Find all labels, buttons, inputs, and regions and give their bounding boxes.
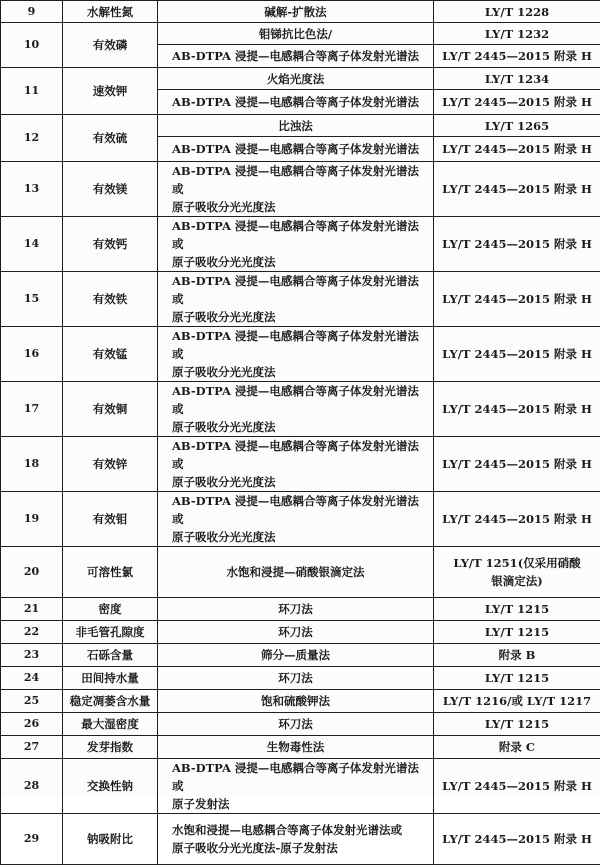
row-number: 10 xyxy=(1,23,63,68)
row-number: 28 xyxy=(1,759,63,814)
table-row xyxy=(1,736,600,759)
method-name xyxy=(158,382,434,437)
method-name: 环刀法 xyxy=(158,713,434,736)
method-name xyxy=(158,162,434,217)
method-name: AB-DTPA 浸提—电感耦合等离子体发射光谱法 xyxy=(158,90,434,115)
table-row xyxy=(1,327,600,382)
method-name: 筛分—质量法 xyxy=(158,644,434,667)
standard-ref: LY/T 1215 xyxy=(434,667,600,690)
row-number: 27 xyxy=(1,736,63,759)
item-name: 稳定凋萎含水量 xyxy=(63,690,158,713)
method-line-1: AB-DTPA 浸提—电感耦合等离子体发射光谱法或 xyxy=(172,219,419,251)
item-name: 石砾含量 xyxy=(63,644,158,667)
method-line-2: 原子吸收分光光度法 xyxy=(172,200,276,214)
standard-ref: LY/T 2445—2015 附录 H xyxy=(434,137,600,162)
method-name: 碱解-扩散法 xyxy=(158,1,434,23)
table-row xyxy=(1,690,600,713)
method-name: 环刀法 xyxy=(158,598,434,621)
table-row xyxy=(1,68,600,90)
method-name: 钼锑抗比色法/ xyxy=(158,23,434,45)
method-name: 火焰光度法 xyxy=(158,68,434,90)
table-row xyxy=(1,667,600,690)
standard-ref: LY/T 2445—2015 附录 H xyxy=(434,162,600,217)
method-name: 环刀法 xyxy=(158,621,434,644)
row-number: 26 xyxy=(1,713,63,736)
method-name xyxy=(158,272,434,327)
item-name: 有效钙 xyxy=(63,217,158,272)
standard-ref: LY/T 2445—2015 附录 H xyxy=(434,45,600,68)
standard-ref: LY/T 1215 xyxy=(434,598,600,621)
item-name: 有效硫 xyxy=(63,115,158,162)
row-number: 16 xyxy=(1,327,63,382)
method-name: AB-DTPA 浸提—电感耦合等离子体发射光谱法 xyxy=(158,137,434,162)
item-name: 有效铁 xyxy=(63,272,158,327)
table-row xyxy=(1,814,600,865)
table-row xyxy=(1,644,600,667)
row-number: 24 xyxy=(1,667,63,690)
method-line-2: 原子吸收分光光度法 xyxy=(172,310,276,324)
row-number: 14 xyxy=(1,217,63,272)
row-number: 9 xyxy=(1,1,63,23)
item-name: 速效钾 xyxy=(63,68,158,115)
standard-ref xyxy=(434,547,600,598)
method-name: 饱和硫酸钾法 xyxy=(158,690,434,713)
table-row xyxy=(1,598,600,621)
method-line-1: AB-DTPA 浸提—电感耦合等离子体发射光谱法或 xyxy=(172,384,419,416)
method-line-1: AB-DTPA 浸提—电感耦合等离子体发射光谱法或 xyxy=(172,164,419,196)
method-line-2: 原子吸收分光光度法 xyxy=(172,475,276,489)
table-row xyxy=(1,492,600,547)
standard-ref: LY/T 2445—2015 附录 H xyxy=(434,437,600,492)
method-name xyxy=(158,759,434,814)
item-name: 非毛管孔隙度 xyxy=(63,621,158,644)
item-name: 有效锌 xyxy=(63,437,158,492)
standard-line-1: LY/T 1251(仅采用硝酸 xyxy=(453,556,580,570)
method-line-1: AB-DTPA 浸提—电感耦合等离子体发射光谱法或 xyxy=(172,274,419,306)
method-name: 比浊法 xyxy=(158,115,434,137)
table-row xyxy=(1,217,600,272)
standard-ref: LY/T 1265 xyxy=(434,115,600,137)
row-number: 19 xyxy=(1,492,63,547)
method-name: AB-DTPA 浸提—电感耦合等离子体发射光谱法 xyxy=(158,45,434,68)
standard-ref: LY/T 1216/或 LY/T 1217 xyxy=(434,690,600,713)
row-number: 17 xyxy=(1,382,63,437)
table-row xyxy=(1,759,600,814)
table-row xyxy=(1,621,600,644)
method-name: 水饱和浸提—硝酸银滴定法 xyxy=(158,547,434,598)
row-number: 12 xyxy=(1,115,63,162)
standard-ref: 附录 C xyxy=(434,736,600,759)
item-name: 最大湿密度 xyxy=(63,713,158,736)
method-name: 生物毒性法 xyxy=(158,736,434,759)
item-name: 可溶性氯 xyxy=(63,547,158,598)
row-number: 20 xyxy=(1,547,63,598)
standard-line-2: 银滴定法) xyxy=(491,574,542,588)
standard-ref: LY/T 2445—2015 附录 H xyxy=(434,814,600,865)
item-name: 田间持水量 xyxy=(63,667,158,690)
table-row xyxy=(1,272,600,327)
item-name: 钠吸附比 xyxy=(63,814,158,865)
table-row xyxy=(1,1,600,23)
method-name xyxy=(158,437,434,492)
table-row xyxy=(1,437,600,492)
method-name xyxy=(158,492,434,547)
item-name: 有效磷 xyxy=(63,23,158,68)
standard-ref: LY/T 1215 xyxy=(434,713,600,736)
standard-ref: LY/T 2445—2015 附录 H xyxy=(434,759,600,814)
table-row xyxy=(1,713,600,736)
row-number: 23 xyxy=(1,644,63,667)
method-line-1: 水饱和浸提—电感耦合等离子体发射光谱法或 xyxy=(172,823,402,837)
item-name: 有效钼 xyxy=(63,492,158,547)
item-name: 发芽指数 xyxy=(63,736,158,759)
item-name: 有效镁 xyxy=(63,162,158,217)
row-number: 29 xyxy=(1,814,63,865)
table-row xyxy=(1,115,600,137)
method-line-2: 原子吸收分光光度法 xyxy=(172,530,276,544)
method-line-1: AB-DTPA 浸提—电感耦合等离子体发射光谱法或 xyxy=(172,329,419,361)
table-row xyxy=(1,382,600,437)
standard-ref: LY/T 2445—2015 附录 H xyxy=(434,492,600,547)
row-number: 22 xyxy=(1,621,63,644)
standard-ref: LY/T 2445—2015 附录 H xyxy=(434,272,600,327)
item-name: 交换性钠 xyxy=(63,759,158,814)
method-line-2: 原子吸收分光光度法 xyxy=(172,365,276,379)
method-line-2: 原子吸收分光光度法-原子发射法 xyxy=(172,841,338,855)
method-line-2: 原子吸收分光光度法 xyxy=(172,255,276,269)
method-line-1: AB-DTPA 浸提—电感耦合等离子体发射光谱法或 xyxy=(172,439,419,471)
method-line-2: 原子发射法 xyxy=(172,797,230,811)
method-name xyxy=(158,327,434,382)
row-number: 25 xyxy=(1,690,63,713)
standard-ref: LY/T 1234 xyxy=(434,68,600,90)
method-line-1: AB-DTPA 浸提—电感耦合等离子体发射光谱法或 xyxy=(172,761,419,793)
method-name: 环刀法 xyxy=(158,667,434,690)
standard-ref: LY/T 1228 xyxy=(434,1,600,23)
row-number: 21 xyxy=(1,598,63,621)
standard-ref: 附录 B xyxy=(434,644,600,667)
row-number: 18 xyxy=(1,437,63,492)
method-name xyxy=(158,217,434,272)
table-row xyxy=(1,162,600,217)
row-number: 11 xyxy=(1,68,63,115)
standard-ref: LY/T 2445—2015 附录 H xyxy=(434,217,600,272)
item-name: 有效锰 xyxy=(63,327,158,382)
standard-ref: LY/T 2445—2015 附录 H xyxy=(434,90,600,115)
table-row xyxy=(1,547,600,598)
item-name: 有效铜 xyxy=(63,382,158,437)
table-row xyxy=(1,23,600,45)
row-number: 15 xyxy=(1,272,63,327)
method-name xyxy=(158,814,434,865)
standard-ref: LY/T 1215 xyxy=(434,621,600,644)
item-name: 密度 xyxy=(63,598,158,621)
standard-ref: LY/T 2445—2015 附录 H xyxy=(434,382,600,437)
row-number: 13 xyxy=(1,162,63,217)
item-name: 水解性氮 xyxy=(63,1,158,23)
standard-ref: LY/T 1232 xyxy=(434,23,600,45)
standard-ref: LY/T 2445—2015 附录 H xyxy=(434,327,600,382)
method-line-2: 原子吸收分光光度法 xyxy=(172,420,276,434)
method-line-1: AB-DTPA 浸提—电感耦合等离子体发射光谱法或 xyxy=(172,494,419,526)
